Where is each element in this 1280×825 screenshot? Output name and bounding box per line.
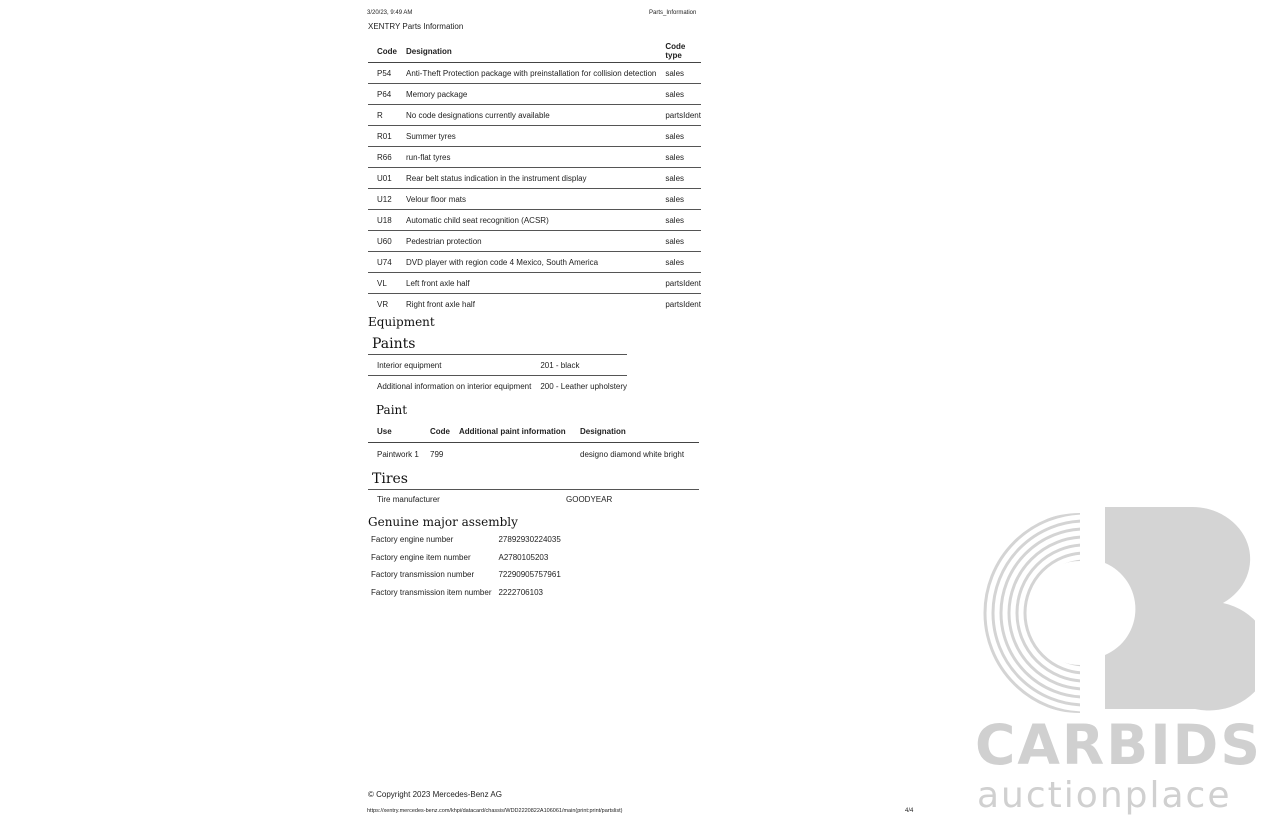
table-row xyxy=(368,84,701,105)
table-row xyxy=(368,105,701,126)
column-header-code: Code xyxy=(368,40,397,63)
cell-code: U12 xyxy=(368,189,397,210)
cell-code: U74 xyxy=(368,252,397,273)
cell-code-type: sales xyxy=(656,210,701,231)
equipment-heading: Equipment xyxy=(368,315,435,329)
table-row xyxy=(368,584,565,602)
cell-code-type: sales xyxy=(656,231,701,252)
cell-code: R66 xyxy=(368,147,397,168)
cell-code: R xyxy=(368,105,397,126)
cell-code-type: partsIdent xyxy=(656,105,701,126)
table-row xyxy=(368,443,699,466)
copyright: © Copyright 2023 Mercedes-Benz AG xyxy=(368,790,502,799)
cell-designation: Rear belt status indication in the instrument display xyxy=(397,168,656,189)
cell-designation: Automatic child seat recognition (ACSR) xyxy=(397,210,656,231)
table-header-row xyxy=(368,40,701,63)
fingerprint-logo-icon xyxy=(975,505,1255,715)
cell-label: Additional information on interior equipment xyxy=(377,381,532,391)
cell-code: P64 xyxy=(368,84,397,105)
table-row xyxy=(368,549,565,567)
table-row xyxy=(368,531,565,549)
cell-designation: Velour floor mats xyxy=(397,189,656,210)
column-header-code: Code xyxy=(421,420,450,443)
column-header-designation: Designation xyxy=(571,420,699,443)
table-row xyxy=(368,566,565,584)
table-row xyxy=(368,168,701,189)
print-doc-name: Parts_Information xyxy=(649,10,697,16)
cell-designation: Right front axle half xyxy=(406,299,475,309)
cell-designation: Pedestrian protection xyxy=(397,231,656,252)
paints-heading: Paints xyxy=(372,336,416,352)
cell-value: A2780105203 xyxy=(498,552,549,562)
cell-designation: Summer tyres xyxy=(397,126,656,147)
tires-divider xyxy=(368,489,699,490)
cell-code: P54 xyxy=(368,63,397,84)
cell-code: U60 xyxy=(368,231,397,252)
cell-code: U01 xyxy=(368,168,397,189)
cell-code-type: sales xyxy=(656,63,701,84)
column-header-use: Use xyxy=(368,420,421,443)
table-row xyxy=(368,210,701,231)
cell-use: Paintwork 1 xyxy=(377,449,419,459)
assembly-heading: Genuine major assembly xyxy=(368,515,518,529)
cell-label: Factory transmission item number xyxy=(371,588,492,598)
tire-manufacturer-label: Tire manufacturer xyxy=(377,495,440,504)
print-datetime: 3/20/23, 9:49 AM xyxy=(367,10,413,16)
cell-designation: Memory package xyxy=(397,84,656,105)
column-header-additional-info: Additional paint information xyxy=(450,420,571,443)
table-row xyxy=(368,126,701,147)
paint-heading: Paint xyxy=(376,403,408,417)
carbids-watermark xyxy=(975,505,1262,816)
cell-code-type: sales xyxy=(656,252,701,273)
codes-table xyxy=(368,40,701,314)
cell-code: VR xyxy=(377,299,389,309)
cell-code-type: partsIdent xyxy=(665,299,701,309)
cell-code-type: sales xyxy=(656,189,701,210)
cell-label: Interior equipment xyxy=(368,355,531,376)
page-number: 4/4 xyxy=(905,808,914,814)
cell-designation: run-flat tyres xyxy=(397,147,656,168)
cell-code-type: sales xyxy=(656,84,701,105)
cell-label: Factory engine item number xyxy=(371,552,471,562)
table-row xyxy=(368,147,701,168)
cell-value: 72290905757961 xyxy=(498,570,561,580)
watermark-brand: CARBIDS xyxy=(975,713,1262,777)
cell-value: 200 - Leather upholstery xyxy=(540,381,628,391)
table-row xyxy=(368,252,701,273)
table-row xyxy=(368,294,701,315)
watermark-tagline: auctionplace xyxy=(977,775,1232,816)
table-row xyxy=(368,63,701,84)
page-title: XENTRY Parts Information xyxy=(368,22,464,31)
cell-label: Factory engine number xyxy=(371,535,454,545)
print-url: https://xentry.mercedes-benz.com/khpi/datacard/chassis/WDD2220822A106061/main(print:print/partslist) xyxy=(367,808,623,814)
cell-label: Factory transmission number xyxy=(371,570,475,580)
cell-code: VL xyxy=(368,273,397,294)
cell-designation: DVD player with region code 4 Mexico, South America xyxy=(397,252,656,273)
paint-table xyxy=(368,420,699,465)
cell-code-type: sales xyxy=(656,147,701,168)
cell-code-type: partsIdent xyxy=(656,273,701,294)
cell-additional-info xyxy=(450,443,571,466)
cell-value: 27892930224035 xyxy=(498,535,561,545)
table-row xyxy=(368,231,701,252)
cell-code-type: sales xyxy=(656,126,701,147)
paints-table xyxy=(368,354,627,396)
cell-value: 2222706103 xyxy=(498,588,543,598)
table-row xyxy=(368,376,627,397)
table-header-row xyxy=(368,420,699,443)
column-header-designation: Designation xyxy=(397,40,656,63)
cell-designation: Left front axle half xyxy=(397,273,656,294)
cell-code: R01 xyxy=(368,126,397,147)
cell-designation: designo diamond white bright xyxy=(580,449,685,459)
cell-value: 201 - black xyxy=(531,355,627,376)
cell-code-type: sales xyxy=(656,168,701,189)
table-row xyxy=(368,273,701,294)
column-header-code-type: Code type xyxy=(656,40,701,63)
cell-designation: Anti-Theft Protection package with preinstallation for collision detection xyxy=(397,63,656,84)
cell-designation: No code designations currently available xyxy=(397,105,656,126)
cell-code: U18 xyxy=(368,210,397,231)
tires-heading: Tires xyxy=(372,471,408,487)
table-row xyxy=(368,355,627,376)
table-row xyxy=(368,189,701,210)
tire-manufacturer-value: GOODYEAR xyxy=(566,495,613,504)
cell-code: 799 xyxy=(430,449,444,459)
assembly-table xyxy=(368,531,565,601)
